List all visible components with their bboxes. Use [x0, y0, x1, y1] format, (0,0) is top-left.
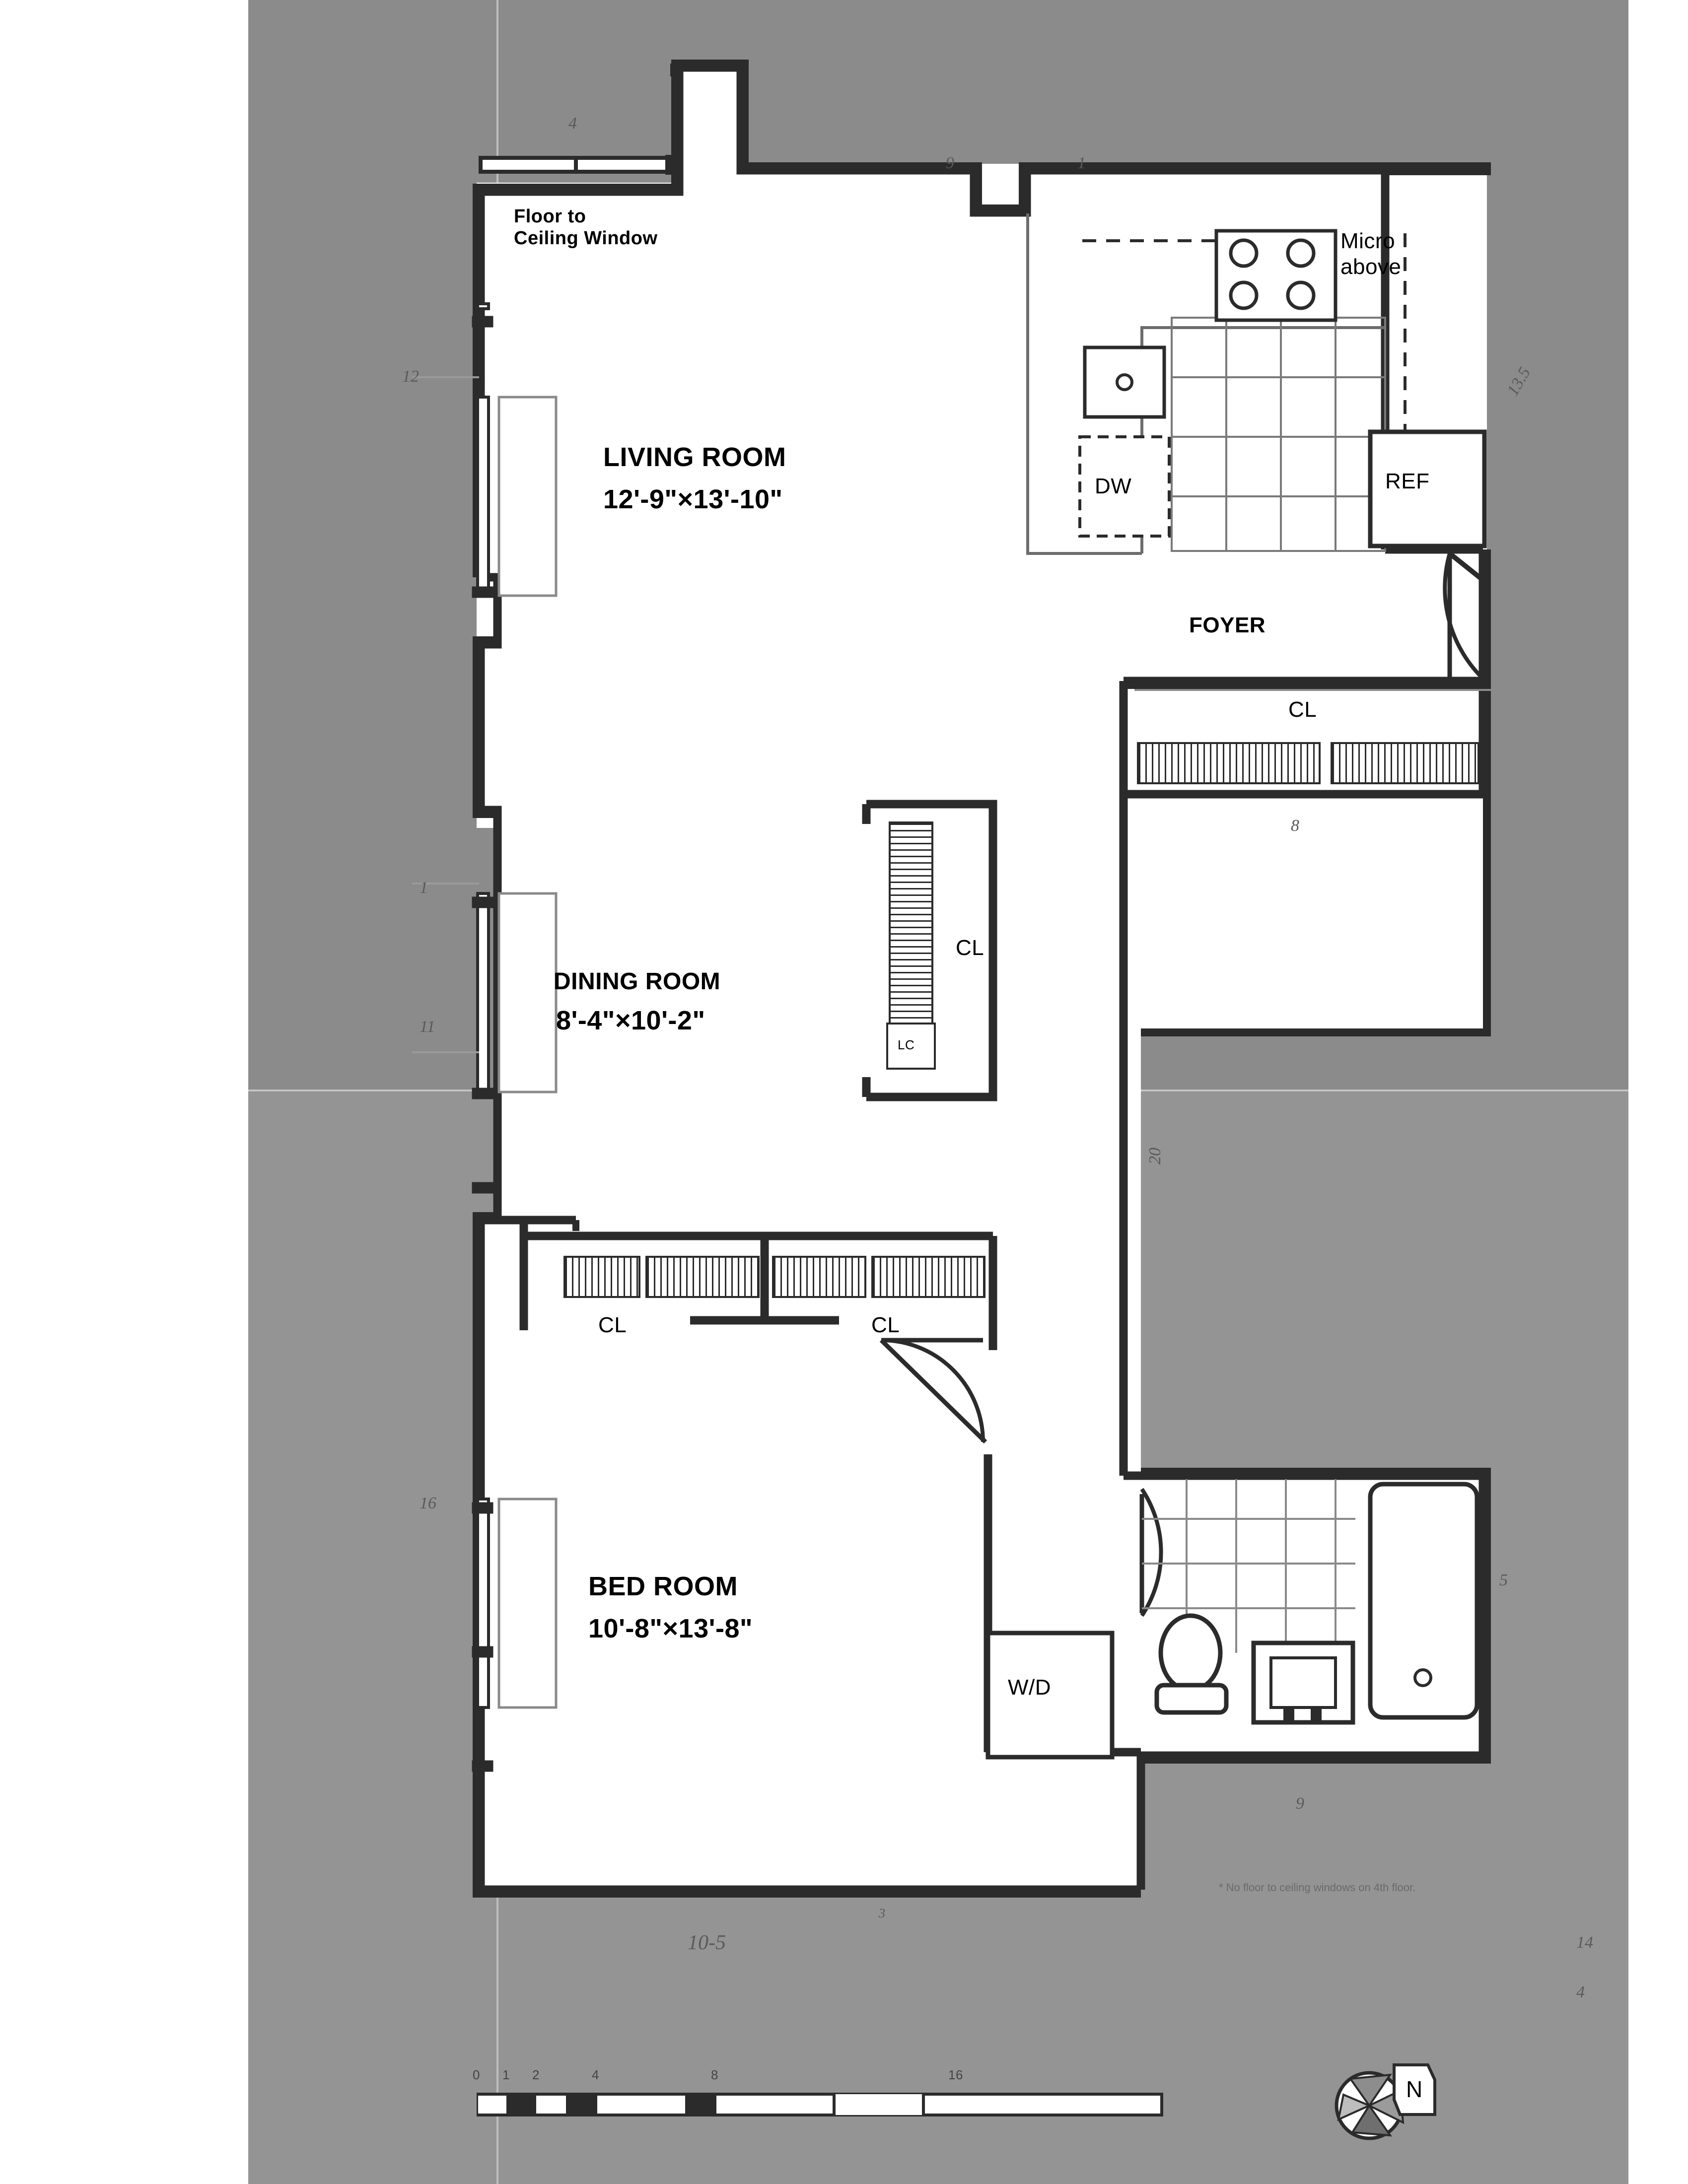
scale-tick-4: 4: [592, 2067, 599, 2082]
closet-shelf-bed-left-a: [563, 1256, 640, 1298]
bed-room-dimensions: 10'-8"×13'-8": [588, 1614, 753, 1643]
micro-note: [1340, 228, 1401, 280]
north-label: N: [1406, 2076, 1423, 2102]
pencil-mark-right-135: 13.5: [1503, 364, 1535, 399]
pencil-mark-top-9: 9: [946, 154, 954, 172]
scale-tick-0: 0: [473, 2067, 480, 2082]
scale-tick-16: 16: [948, 2067, 963, 2082]
scale-tick-2: 2: [532, 2067, 540, 2082]
foyer-label: FOYER: [1189, 613, 1266, 637]
dishwasher-label: DW: [1095, 474, 1132, 498]
pencil-mark-bottom-105: 10-5: [688, 1931, 726, 1954]
micro-note-line2: above: [1340, 254, 1402, 279]
pencil-mark-top-1: 1: [1077, 154, 1086, 172]
micro-note-line1: Micro: [1340, 229, 1396, 253]
linen-closet-label: LC: [898, 1037, 915, 1052]
floor-note: * No floor to ceiling windows on 4th floor.: [1219, 1881, 1416, 1894]
closet-label-foyer: CL: [1288, 697, 1317, 722]
closet-label-bed-right: CL: [871, 1313, 900, 1337]
window-note-line2: Ceiling Window: [514, 227, 658, 249]
north-arrow-graphic: [1331, 2060, 1479, 2149]
pencil-mark-corner-4: 4: [1576, 1983, 1585, 2001]
north-arrow: [1331, 2060, 1479, 2149]
closet-shelf-bed-right-a: [772, 1256, 866, 1298]
closet-shelf-foyer-left: [1137, 742, 1321, 784]
closet-label-bed-left: CL: [598, 1313, 627, 1337]
scale-bar: [473, 2067, 1221, 2147]
dining-room-dimensions: 8'-4"×10'-2": [556, 1006, 705, 1035]
closet-label-dining: CL: [956, 936, 985, 960]
closet-shelf-bed-left-b: [645, 1256, 760, 1298]
living-room-dimensions: 12'-9"×13'-10": [603, 484, 783, 514]
pencil-mark-top-4: 4: [568, 114, 577, 133]
pencil-mark-right-20: 20: [1146, 1148, 1164, 1164]
dining-room-name: DINING ROOM: [554, 968, 721, 995]
refrigerator-label: REF: [1385, 469, 1430, 493]
pencil-mark-bath-9: 9: [1296, 1794, 1304, 1813]
window-note-line1: Floor to: [514, 206, 586, 227]
scale-tick-1: 1: [502, 2067, 510, 2082]
washer-dryer-label: W/D: [1008, 1675, 1052, 1700]
scale-bar-graphic: [477, 2067, 1221, 2147]
window-note: [514, 206, 658, 249]
scale-tick-8: 8: [711, 2067, 718, 2082]
pencil-mark-left-12: 12: [402, 367, 419, 386]
pencil-mark-corner-14: 14: [1576, 1933, 1593, 1952]
pencil-mark-foyer-8: 8: [1291, 817, 1299, 835]
pencil-mark-bottom-3: 3: [879, 1906, 885, 1920]
closet-shelf-bed-right-b: [871, 1256, 985, 1298]
pencil-mark-right-5: 5: [1499, 1571, 1508, 1589]
pencil-mark-left-11: 11: [420, 1018, 435, 1036]
pencil-mark-left-16: 16: [420, 1494, 436, 1512]
bed-room-name: BED ROOM: [588, 1571, 738, 1601]
pencil-mark-left-1: 1: [420, 879, 428, 897]
living-room-name: LIVING ROOM: [603, 442, 786, 472]
closet-shelf-foyer-right: [1331, 742, 1479, 784]
